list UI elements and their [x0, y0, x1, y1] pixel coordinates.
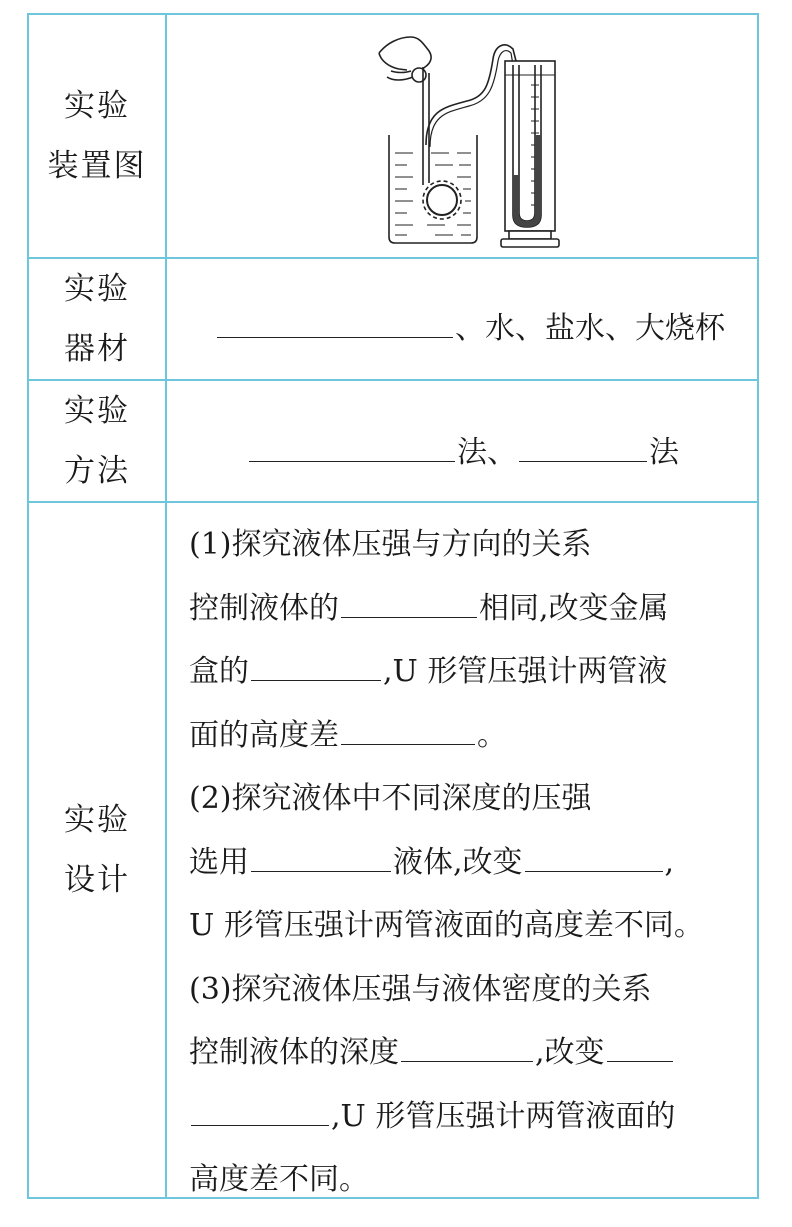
design-p1-l2-a: 控制液体的 [189, 590, 339, 626]
blank-design-5[interactable] [525, 841, 663, 872]
blank-design-4[interactable] [251, 841, 391, 872]
design-p1-title: (1)探究液体压强与方向的关系 [189, 527, 592, 562]
design-p3-line2 [189, 1021, 749, 1085]
design-p3-l2-b: ,改变 [535, 1035, 605, 1070]
label-materials-line2: 器材 [64, 331, 130, 367]
design-p3-l2-a: 控制液体的深度 [189, 1035, 399, 1070]
label-apparatus-line1: 实验 [64, 88, 130, 124]
blank-design-7[interactable] [607, 1031, 673, 1062]
apparatus-diagram [167, 15, 757, 257]
row-materials [29, 259, 757, 381]
method-cell [167, 381, 757, 501]
row-apparatus [29, 15, 757, 259]
materials-line [215, 303, 725, 347]
design-p3-l3-b: ,U 形管压强计两管液面的 [331, 1098, 676, 1134]
blank-design-3[interactable] [341, 714, 475, 745]
design-p1-l3-b: ,U 形管压强计两管液 [383, 654, 668, 689]
design-p1-line3 [189, 640, 749, 704]
design-p3-title: (3)探究液体压强与液体密度的关系 [189, 971, 652, 1007]
method-text1: 法、 [457, 435, 517, 470]
method-text2: 法 [649, 435, 679, 470]
design-p1-l2-b: 相同,改变金属 [479, 590, 669, 626]
blank-method-2[interactable] [519, 431, 647, 462]
label-method-line1: 实验 [64, 393, 130, 429]
design-cell [167, 503, 757, 1197]
design-p1-l4-b: 。 [477, 717, 507, 753]
label-apparatus-line2: 装置图 [47, 148, 147, 184]
design-p2-line3: U 形管压强计两管液面的高度差不同。 [189, 908, 704, 943]
blank-method-1[interactable] [249, 431, 455, 462]
experiment-table [27, 13, 759, 1199]
label-materials [29, 259, 167, 379]
design-p2-l2-a: 选用 [189, 844, 249, 880]
materials-cell [167, 259, 757, 379]
row-design [29, 503, 757, 1197]
blank-design-1[interactable] [341, 587, 477, 618]
rubber-tube [426, 45, 517, 145]
probe-icon [423, 67, 461, 219]
design-p1-line2 [189, 577, 749, 641]
blank-materials[interactable] [217, 307, 453, 338]
design-p2-line2 [189, 831, 749, 895]
blank-design-8[interactable] [191, 1095, 329, 1126]
design-p2-l2-c: , [664, 844, 675, 880]
label-method [29, 381, 167, 501]
label-materials-line1: 实验 [64, 271, 130, 307]
u-tube-manometer-icon [501, 61, 559, 247]
apparatus-diagram-cell [167, 15, 757, 257]
label-design-line2: 设计 [64, 862, 130, 898]
design-text [189, 513, 749, 1212]
label-apparatus [29, 15, 167, 257]
blank-design-6[interactable] [401, 1031, 533, 1062]
materials-text: 、水、盐水、大烧杯 [455, 311, 725, 346]
label-design [29, 503, 167, 1197]
design-p2-title: (2)探究液体中不同深度的压强 [189, 781, 592, 816]
design-p1-line4 [189, 704, 749, 768]
method-line [247, 427, 679, 471]
row-method [29, 381, 757, 503]
blank-design-2[interactable] [251, 650, 381, 681]
design-p3-line3 [189, 1085, 749, 1149]
design-p1-l3-a: 盒的 [189, 654, 249, 689]
label-design-line1: 实验 [64, 802, 130, 838]
design-p1-l4-a: 面的高度差 [189, 717, 339, 753]
design-p2-l2-b: 液体,改变 [393, 844, 523, 880]
design-p3-line4: 高度差不同。 [189, 1162, 369, 1197]
label-method-line2: 方法 [64, 453, 130, 489]
